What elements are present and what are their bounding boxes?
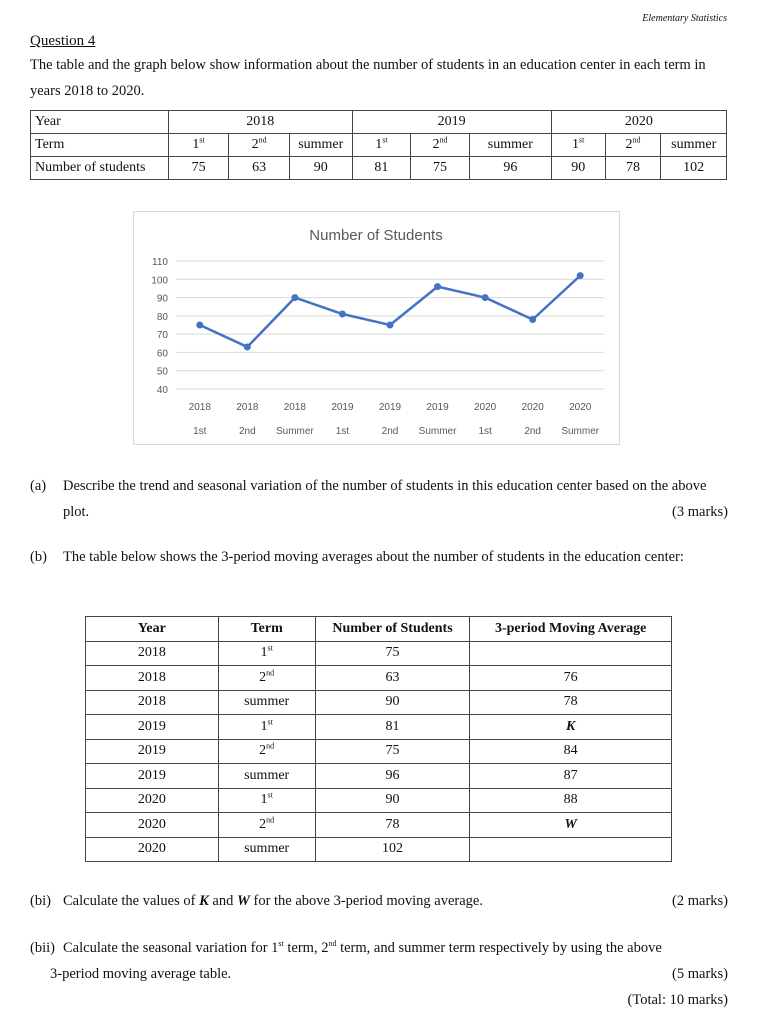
data-point xyxy=(291,294,298,301)
students-cell: 81 xyxy=(352,157,411,180)
ma-row xyxy=(86,788,672,813)
x-tick-label-year: 2018 xyxy=(188,402,211,413)
part-a-marks: (3 marks) xyxy=(672,504,728,520)
ma-row xyxy=(86,666,672,691)
data-point xyxy=(196,322,203,329)
year-row xyxy=(31,111,727,134)
part-bi-marks: (2 marks) xyxy=(672,893,728,909)
x-tick-label-term: 2nd xyxy=(238,426,256,437)
chart-svg xyxy=(134,212,619,444)
students-cell: 102 xyxy=(661,157,727,180)
students-header: Number of students xyxy=(31,157,169,180)
total-marks: (Total: 10 marks) xyxy=(627,992,728,1008)
ma-students: 90 xyxy=(315,788,470,813)
series-line xyxy=(200,276,580,347)
part-bii xyxy=(30,935,728,1015)
term-cell: 1st xyxy=(168,134,229,157)
term-cell: summer xyxy=(469,134,551,157)
students-cell: 63 xyxy=(229,157,290,180)
ma-row xyxy=(86,739,672,764)
data-point xyxy=(434,283,441,290)
part-bi-text: Calculate the values of K and W for the above 3-period moving average. xyxy=(63,893,483,909)
ma-row xyxy=(86,764,672,789)
ma-students: 75 xyxy=(315,641,470,666)
x-tick-label-year: 2020 xyxy=(569,402,592,413)
y-tick-label: 80 xyxy=(156,311,168,323)
term-header: Term xyxy=(31,134,169,157)
ma-average: 76 xyxy=(470,666,672,691)
question-intro: The table and the graph below show information about the number of students in an education center in each term in years 2018 to 2020. xyxy=(30,57,706,99)
part-bii-marks: (5 marks) xyxy=(672,966,728,982)
ma-average: 87 xyxy=(470,764,672,789)
ma-students: 75 xyxy=(315,739,470,764)
x-tick-label-term: 1st xyxy=(478,426,492,437)
term-cell: 2nd xyxy=(229,134,290,157)
y-tick-label: 60 xyxy=(156,348,168,360)
x-tick-label-term: 2nd xyxy=(381,426,399,437)
students-cell: 78 xyxy=(605,157,661,180)
ma-average: W xyxy=(470,813,672,838)
ma-term: summer xyxy=(218,837,315,862)
year-2019: 2019 xyxy=(352,111,551,134)
x-tick-label-term: Summer xyxy=(275,426,314,437)
ma-students: 102 xyxy=(315,837,470,862)
ma-term: summer xyxy=(218,764,315,789)
ma-year: 2018 xyxy=(86,666,219,691)
data-point xyxy=(482,294,489,301)
students-cell: 75 xyxy=(411,157,470,180)
ma-row xyxy=(86,715,672,740)
ma-term: 2nd xyxy=(218,813,315,838)
x-tick-label-year: 2019 xyxy=(378,402,402,413)
ma-students: 96 xyxy=(315,764,470,789)
term-cell: 1st xyxy=(352,134,411,157)
moving-average-table xyxy=(85,616,672,862)
y-tick-label: 100 xyxy=(151,275,168,287)
term-cell: summer xyxy=(661,134,727,157)
ma-year: 2018 xyxy=(86,641,219,666)
x-tick-label-year: 2018 xyxy=(283,402,307,413)
x-tick-label-term: Summer xyxy=(561,426,600,437)
y-tick-label: 110 xyxy=(152,257,168,268)
term-row xyxy=(31,134,727,157)
x-tick-label-term: 1st xyxy=(335,426,350,437)
data-point xyxy=(577,272,584,279)
part-b-text: The table below shows the 3-period moving averages about the number of students in the education center: xyxy=(63,549,684,565)
students-cell: 90 xyxy=(551,157,605,180)
part-a-text: Describe the trend and seasonal variation of the number of students in this education center based on the above plot. xyxy=(63,478,707,520)
part-bi-label: (bi) xyxy=(30,893,51,909)
ma-row xyxy=(86,641,672,666)
x-tick-label-year: 2018 xyxy=(236,402,259,413)
ma-header-row xyxy=(86,617,672,642)
ma-year: 2020 xyxy=(86,788,219,813)
students-cell: 90 xyxy=(289,157,352,180)
x-tick-label-year: 2019 xyxy=(331,402,354,413)
x-tick-label-year: 2020 xyxy=(473,402,497,413)
ma-average: 88 xyxy=(470,788,672,813)
y-tick-label: 90 xyxy=(156,293,168,305)
year-2018: 2018 xyxy=(168,111,352,134)
ma-term: 2nd xyxy=(218,739,315,764)
ma-average: K xyxy=(470,715,672,740)
term-cell: 1st xyxy=(551,134,605,157)
x-tick-label-term: 1st xyxy=(193,426,207,437)
part-bii-text: Calculate the seasonal variation for 1st term, 2nd term, and summer term respectively by using the above xyxy=(63,939,662,956)
ma-average: 84 xyxy=(470,739,672,764)
ma-term: 2nd xyxy=(218,666,315,691)
chart-title: Number of Students xyxy=(309,227,443,244)
ma-students: 63 xyxy=(315,666,470,691)
y-tick-label: 50 xyxy=(156,366,168,378)
students-cell: 75 xyxy=(168,157,229,180)
ma-average xyxy=(470,837,672,862)
x-tick-label-term: Summer xyxy=(418,426,457,437)
students-line-chart xyxy=(133,211,620,445)
part-bii-label: (bii) xyxy=(30,940,55,956)
part-bii-line2: 3-period moving average table. xyxy=(50,966,232,982)
data-point xyxy=(339,311,346,318)
course-header: Elementary Statistics xyxy=(642,13,727,24)
part-a xyxy=(30,473,728,525)
x-tick-label-year: 2020 xyxy=(521,402,544,413)
part-b xyxy=(30,544,728,596)
ma-row xyxy=(86,813,672,838)
ma-average xyxy=(470,641,672,666)
ma-students: 90 xyxy=(315,690,470,715)
ma-header-students: Number of Students xyxy=(315,617,470,642)
data-point xyxy=(244,343,251,350)
y-tick-label: 70 xyxy=(156,330,168,342)
ma-row xyxy=(86,690,672,715)
x-tick-label-term: 2nd xyxy=(524,426,542,437)
ma-students: 78 xyxy=(315,813,470,838)
part-bi xyxy=(30,888,728,914)
term-cell: 2nd xyxy=(605,134,661,157)
ma-year: 2020 xyxy=(86,813,219,838)
data-point xyxy=(529,316,536,323)
ma-year: 2018 xyxy=(86,690,219,715)
part-a-label: (a) xyxy=(30,478,47,494)
ma-term: 1st xyxy=(218,641,315,666)
part-b-label: (b) xyxy=(30,549,47,565)
year-header: Year xyxy=(31,111,169,134)
term-cell: 2nd xyxy=(411,134,470,157)
students-row xyxy=(31,157,727,180)
ma-year: 2019 xyxy=(86,764,219,789)
students-by-term-table xyxy=(30,110,727,180)
ma-students: 81 xyxy=(315,715,470,740)
term-cell: summer xyxy=(289,134,352,157)
students-cell: 96 xyxy=(469,157,551,180)
ma-year: 2019 xyxy=(86,739,219,764)
ma-term: summer xyxy=(218,690,315,715)
ma-term: 1st xyxy=(218,788,315,813)
ma-average: 78 xyxy=(470,690,672,715)
data-point xyxy=(387,322,394,329)
question-title: Question 4 xyxy=(30,33,96,49)
ma-year: 2019 xyxy=(86,715,219,740)
ma-header-year: Year xyxy=(86,617,219,642)
ma-row xyxy=(86,837,672,862)
year-2020: 2020 xyxy=(551,111,726,134)
ma-header-average: 3-period Moving Average xyxy=(470,617,672,642)
x-tick-label-year: 2019 xyxy=(426,402,449,413)
y-tick-label: 40 xyxy=(156,385,168,396)
ma-term: 1st xyxy=(218,715,315,740)
ma-year: 2020 xyxy=(86,837,219,862)
ma-header-term: Term xyxy=(218,617,315,642)
